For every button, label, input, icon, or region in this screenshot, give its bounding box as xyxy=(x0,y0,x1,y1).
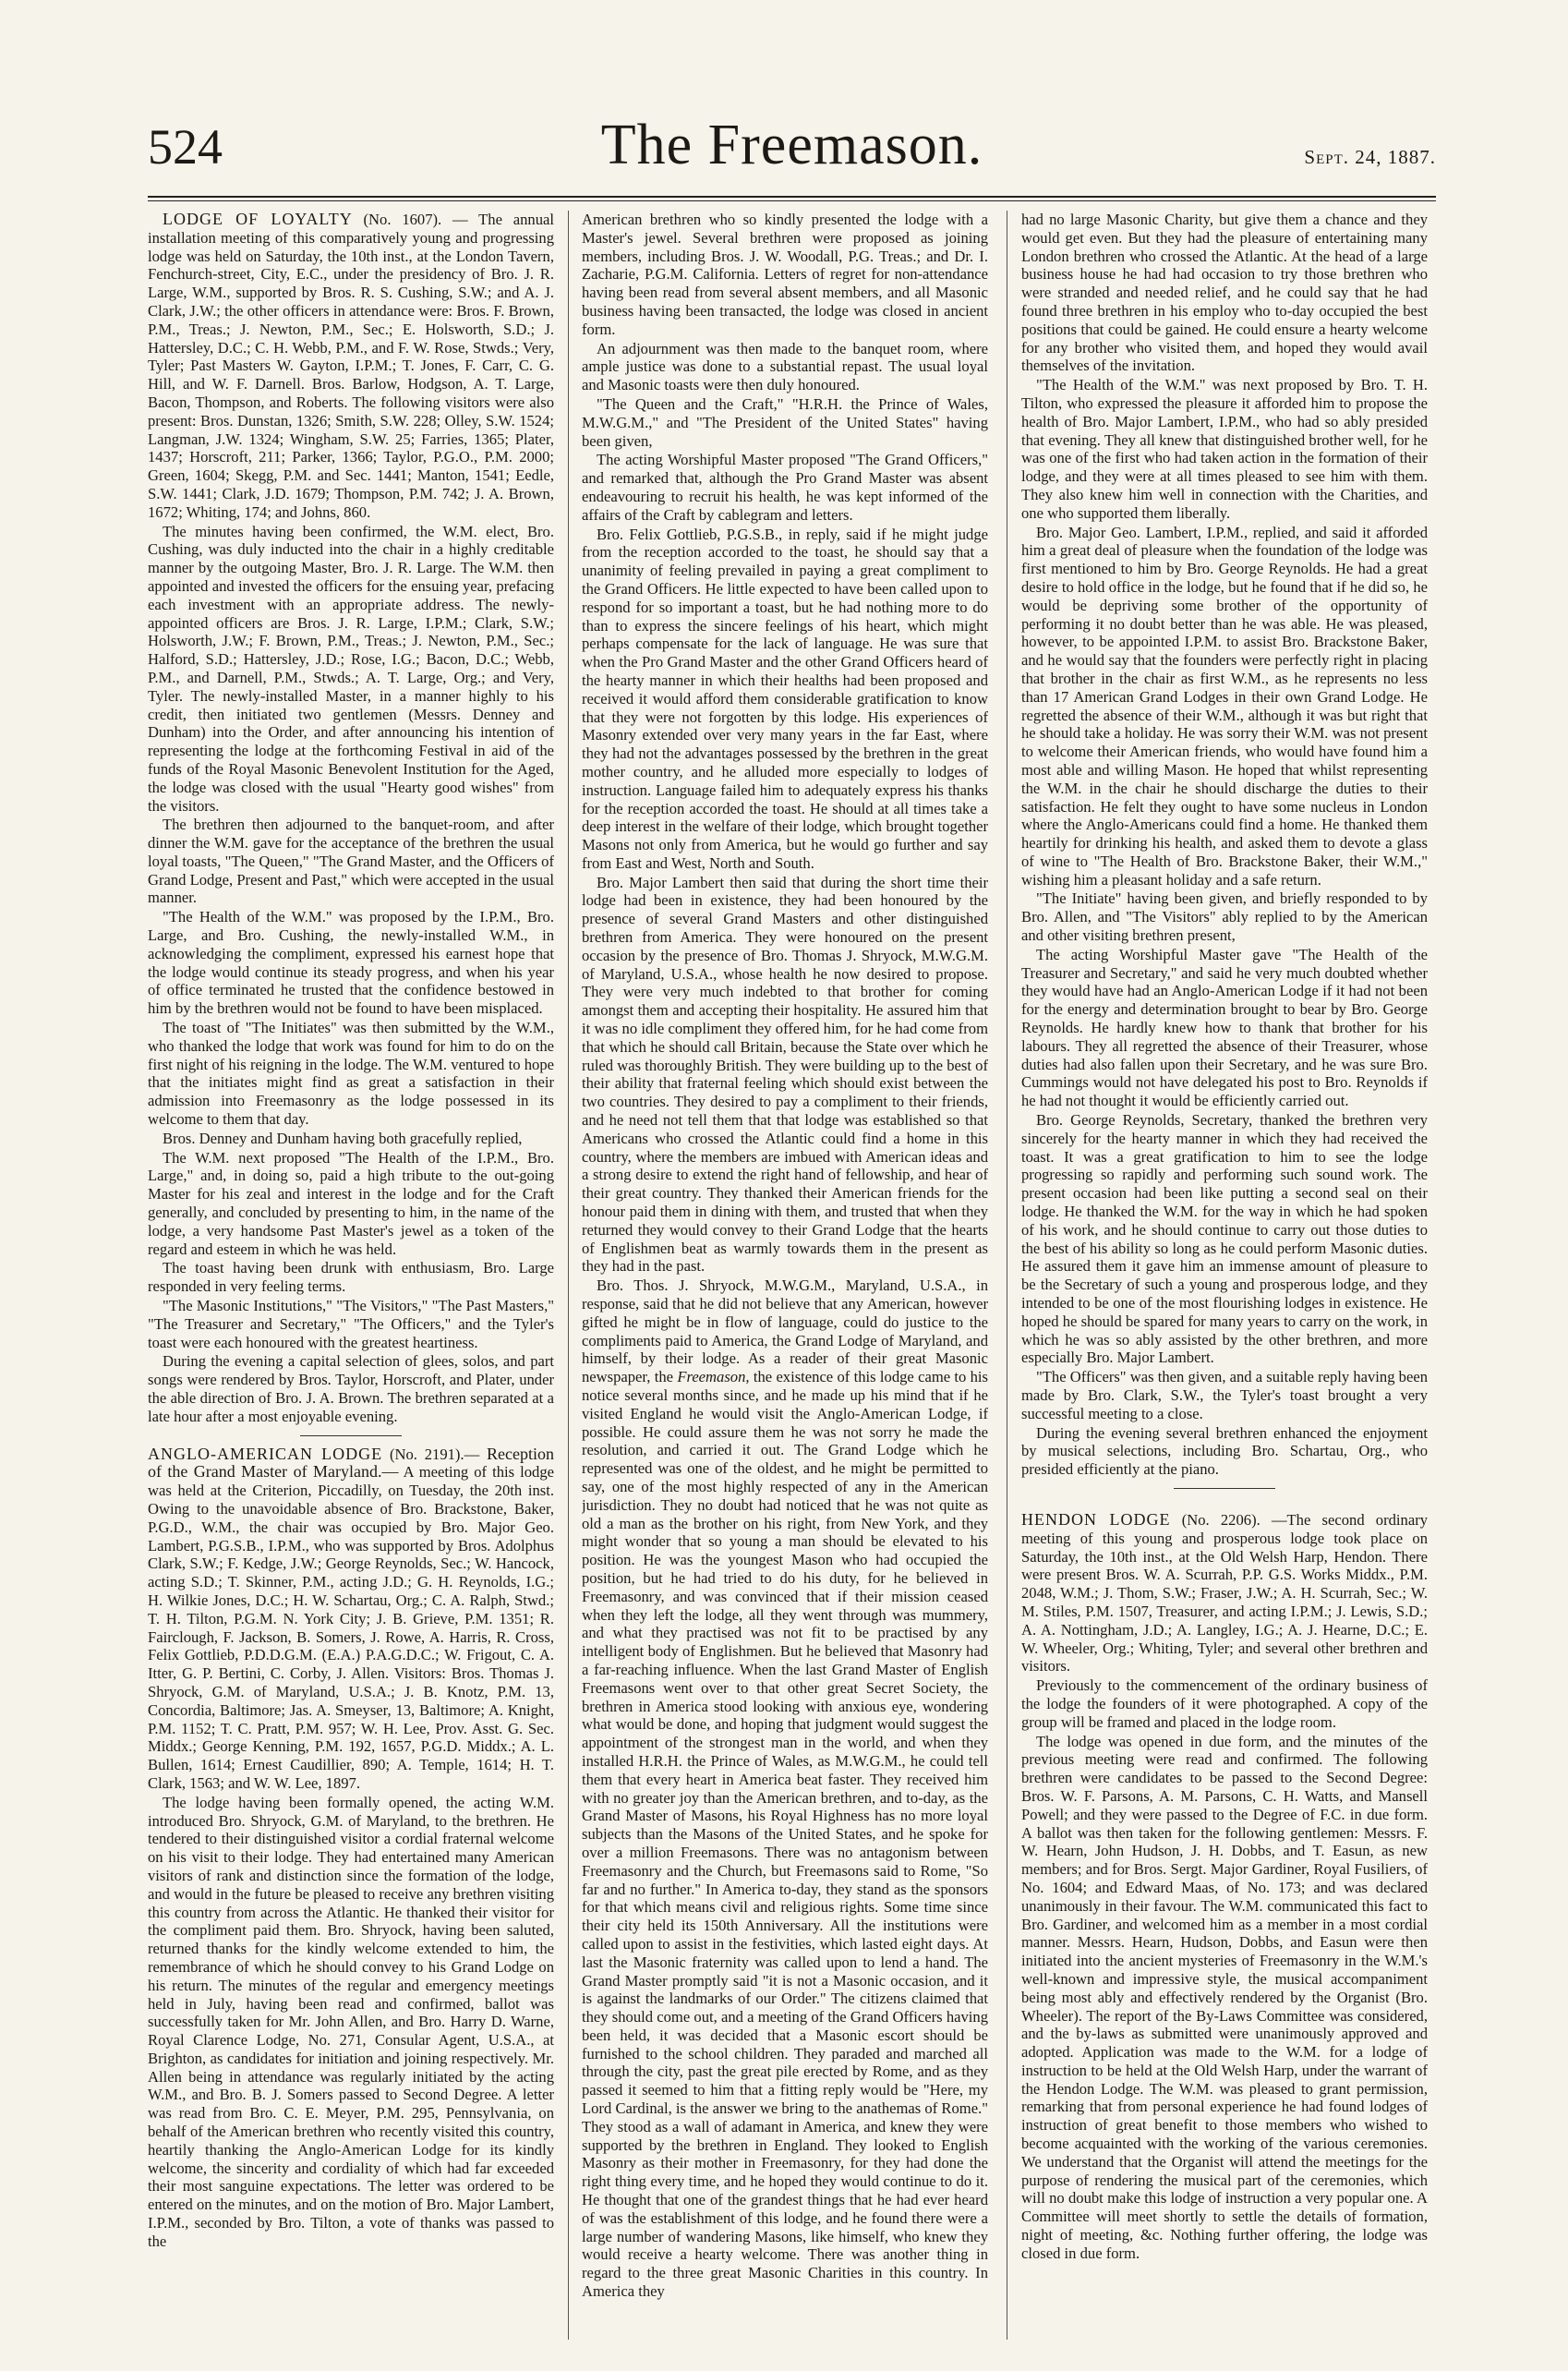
paragraph: A meeting of this lodge was held at the Criterion, Piccadilly, on Tuesday, the 20th inst. Owing to the unavoidable absence of Bro. Brackstone, Baker, P.G.D., W.M., the chair was occupied by Bro. Major Geo. Lambert, P.G.S.B., I.P.M., who was supported by Bros. Adolphus Clark, S.W.; F. Kedge, J.W.; George Reynolds, Sec.; W. Hancock, acting S.D.; T. Skinner, P.M., acting J.D.; G. H. Reynolds, I.G.; H. Wilkie Jones, D.C.; H. W. Schartau, Org.; C. A. Ralph, Stwd.; T. H. Tilton, P.G.M. N. York City; J. B. Grieve, P.M. 1351; R. Fairclough, F. Jackson, B. Somers, J. Rowe, A. Harris, R. Cross, Felix Gottlieb, P.D.D.G.M. (E.A.) P.A.G.D.C.; W. Frigout, C. A. Itter, G. P. Bertini, C. Corby, J. Allen. Visitors: Bros. Thomas J. Shryock, G.M. of Maryland, U.S.A.; J. B. Knotz, P.M. 13, Concordia, Baltimore; Jas. A. Smeyser, 13, Baltimore; A. Knight, P.M. 1152; T. C. Pratt, P.M. 957; W. H. Lee, Prov. Asst. G. Sec. Middx.; George Kenning, P.M. 192, 1657, P.G.D. Middx.; A. L. Bullen, 1614; Ernest Caudillier, 890; A. Temple, 1614; H. T. Clark, 1563; and W. W. Lee, 1897. xyxy=(148,1463,554,1792)
paragraph: Bro. Major Geo. Lambert, I.P.M., replied, and said it afforded him a great deal of pleasure when the foundation of the lodge was first mentioned to him by Bro. George Reynolds. He had a great desire to hold office in the lodge, but he found that if he did so, he would be depriving some brother of the opportunity of performing it no doubt better than he was able. He was pleased, however, to be appointed I.P.M. to assist Bro. Brackstone Baker, and he would say that the founders were perfectly right in placing that brother in the chair as first W.M., as he represents no less than 17 American Grand Lodges in their own Grand Lodge. He regretted the absence of their W.M., although it was but right that he should take a holiday. He was sorry their W.M. was not present to welcome their American friends, who would have found him a most able and willing Mason. He hoped that whilst representing the W.M. in the chair he should discharge the duties to their satisfaction. He felt they ought to have some nucleus in London where the Anglo-Americans could find a home. He thanked them heartily for drinking his health, and asked them to devote a glass of wine to "The Health of Bro. Brackstone Baker, their W.M.," wishing him a pleasant holiday and a safe return. xyxy=(1021,523,1428,889)
issue-date: Sept. 24, 1887. xyxy=(1304,146,1436,168)
paragraph: The minutes having been confirmed, the W.M. elect, Bro. Cushing, was duly inducted into the chair in a highly creditable manner by the outgoing Master, Bro. J. R. Large. The W.M. then appointed and invested the officers for the ensuing year, prefacing each investment with an appropriate address. The newly-appointed officers are Bros. J. R. Large, I.P.M.; Clark, S.W.; Holsworth, J.W.; F. Brown, P.M., Treas.; J. Newton, P.M., Sec.; Halford, S.D.; Hattersley, J.D.; Rose, I.G.; Bacon, D.C.; Webb, P.M., and Darnell, P.M., Stwds.; A. T. Large, Org.; and Very, Tyler. The newly-installed Master, in a manner highly to his credit, then initiated two gentlemen (Messrs. Denney and Dunham) into the Order, and after announcing his intention of representing the lodge at the forthcoming Festival in aid of the funds of the Royal Masonic Benevolent Institution for the Aged, the lodge was closed with the usual "Hearty good wishes" from the visitors. xyxy=(148,522,554,815)
paragraph: The brethren then adjourned to the banquet-room, and after dinner the W.M. gave for the acceptance of the brethren the usual loyal toasts, "The Queen," "The Grand Master, and the Officers of Grand Lodge, Present and Past," which were accepted in the usual manner. xyxy=(148,816,554,907)
paragraph: Bros. Denney and Dunham having both gracefully replied, xyxy=(163,1129,523,1147)
paragraph: Bro. Felix Gottlieb, P.G.S.B., in reply, said if he might judge from the reception accorded to the toast, he should say that a unanimity of feeling prevailed in paying a great compliment to the Grand Officers. He little expected to have been called upon to respond for so important a toast, but he had nothing more to do than to express the sincere feelings of his heart, which might perhaps compensate for the lack of language. He was sure that when the Pro Grand Master and the other Grand Officers heard of the hearty manner in which their healths had been proposed and received it would afford them considerable gratification to know that they were not forgotten by this lodge. His experiences of Masonry extended over very many years in the far East, where they had not the advantages possessed by the brethren in the great mother country, and he alluded more especially to lodges of instruction. Language failed him to adequately express his thanks for the reception accorded the toast. He should at all times take a deep interest in the welfare of their lodge, which brought together Masons not only from America, but he would go further and say from East and West, North and South. xyxy=(582,525,988,872)
paragraph: had no large Masonic Charity, but give them a chance and they would get even. But they had the pleasure of entertaining many London brethren who crossed the Atlantic. At the head of a large business house he had had occasion to try those brethren who were stranded and needed relief, and he could say that he had found three brethren in his employ who to-day occupied the best positions that could be gained. He could ensure a hearty welcome for any brother who visited them, and hoped they would avail themselves of the invitation. xyxy=(1021,211,1428,375)
paragraph: "The Health of the W.M." was next proposed by Bro. T. H. Tilton, who expressed the pleasure it afforded him to propose the health of Bro. Major Lambert, I.P.M., who had so ably presided that evening. They all knew that distinguished brother well, for he was one of the first who had taken action in the formation of their lodge, and they were at all times pleased to see him with them. They also knew him well in connection with the Charities, and one who supported them liberally. xyxy=(1021,376,1428,522)
shryock-reply xyxy=(582,1276,988,2301)
column-1 xyxy=(148,211,554,2340)
paragraph: American brethren who so kindly presented the lodge with a Master's jewel. Several brethren were proposed as joining members, including Bros. J. W. Woodall, P.G. Treas.; and Dr. I. Zacharie, P.G.M. California. Letters of regret for non-attendance having been read from several absent members, and all Masonic business having been transacted, the lodge was closed in ancient form. xyxy=(582,211,988,338)
article-separator xyxy=(1174,1488,1275,1489)
lodge-number: (No. 2206). xyxy=(1181,1510,1260,1529)
masthead-rule xyxy=(148,196,1436,198)
paragraph: During the evening several brethren enhanced the enjoyment by musical selections, including Bro. Schartau, Org., who presided efficiently at the piano. xyxy=(1021,1423,1428,1479)
column-divider xyxy=(568,211,569,2340)
lodge-number: (No. 1607). xyxy=(363,211,442,228)
paragraph: Bro. Major Lambert then said that during the short time their lodge had been in existence, they had been honoured by the presence of several Grand Masters and other distinguished brethren from America. They were honoured on the present occasion by the presence of Bro. Thomas J. Shryock, M.W.G.M. of Maryland, U.S.A., whose health he now desired to propose. They were very much indebted to that brother for coming amongst them and accepting their hospitality. He assured him that it was no idle compliment they offered him, for he had come from that which he should call Britain, because the State over which he ruled was thoroughly British. They were building up to the best of their ability that fraternal feeling which should exist between the two countries. They desired to pay a compliment to their friends, and he need not tell them that that lodge was established so that Americans who crossed the Atlantic could find a home in this country, where the members are imbued with American ideas and a strong desire to extend the right hand of fellowship, and hear of their great country. They thanked their American friends for the honour paid them in dining with them, and trusted that when they returned they would convey to their Grand Lodge that the hearts of Englishmen beat as warmly towards them in the present as they had in the past. xyxy=(582,873,988,1276)
article-heading-loyalty: LODGE OF LOYALTY xyxy=(163,211,353,228)
paragraph: Previously to the commencement of the ordinary business of the lodge the founders of it were photographed. A copy of the group will be framed and placed in the lodge room. xyxy=(1021,1676,1428,1731)
column-3 xyxy=(1021,211,1428,2340)
paragraph: "The Queen and the Craft," "H.R.H. the Prince of Wales, M.W.G.M.," and "The President of the United States" having been given, xyxy=(582,394,988,450)
paragraph: The acting Worshipful Master gave "The Health of the Treasurer and Secretary," and said he very much doubted whether they would have had an Anglo-American Lodge if it had not been for the energy and determination brought to bear by Bro. George Reynolds. He hardly knew how to thank that brother for his labours. They all regretted the absence of their Treasurer, whose duties had also fallen upon their Secretary, and he was sure Bro. Cummings would not have delegated his post to Bro. Reynolds if he had not thought it would be efficiently carried out. xyxy=(1021,945,1428,1110)
article-separator xyxy=(300,1435,402,1436)
column-2 xyxy=(582,211,988,2340)
paragraph: "The Health of the W.M." was proposed by the I.P.M., Bro. Large, and Bro. Cushing, the newly-installed W.M., in acknowledging the compliment, expressed his earnest hope that the lodge would continue its steady progress, and when his year of office terminated he trusted that the confidence bestowed in him by the brethren would not be found to have been misplaced. xyxy=(148,908,554,1018)
paragraph: During the evening a capital selection of glees, solos, and part songs were rendered by Bros. Taylor, Horscroft, and Plater, under the able direction of Bro. J. A. Brown. The brethren separated at a late hour after a most enjoyable evening. xyxy=(148,1352,554,1425)
paragraph: The toast having been drunk with enthusiasm, Bro. Large responded in very feeling terms. xyxy=(148,1259,554,1296)
newspaper-name: Freemason, xyxy=(677,1368,750,1386)
paragraph: Bro. George Reynolds, Secretary, thanked the brethren very sincerely for the hearty manner in which they had received the toast. It was a great gratification to him to see the lodge progressing so rapidly and performing such sound work. The present occasion had been like putting a second seal on their lodge. He thanked the W.M. for the way in which he had spoken of his work, and he should continue to carry out those duties to the best of his ability so long as he could perform Masonic duties. He assured them it gave him an immense amount of pleasure to be the Secretary of such a young and prosperous lodge, and they intended to be one of the most flourishing lodges in existence. He hoped he should be spared for many years to carry on the work, in which he was so ably assisted by the other brethren, and more especially Bro. Major Lambert. xyxy=(1021,1111,1428,1367)
paragraph: "The Officers" was then given, and a suitable reply having been made by Bro. Clark, S.W., the Tyler's toast brought a very successful meeting to a close. xyxy=(1021,1368,1428,1422)
paragraph: An adjournment was then made to the banquet room, where ample justice was done to a substantial repast. The usual loyal and Masonic toasts were then duly honoured. xyxy=(582,339,988,394)
article-subheading: Reception of the Grand Master of Maryland.— xyxy=(148,1444,554,1482)
paragraph: The acting Worshipful Master proposed "The Grand Officers," and remarked that, although the Pro Grand Master was absent endeavouring to recruit his health, he was kept informed of the affairs of the Craft by cablegram and letters. xyxy=(582,451,988,524)
anglo-american-intro xyxy=(148,1446,554,1793)
paragraph: The lodge was opened in due form, and the minutes of the previous meeting were read and confirmed. The following brethren were candidates to be passed to the Second Degree: Bros. W. F. Parsons, A. M. Parsons, C. H. Watts, and Mansell Powell; and they were passed to the Degree of F.C. in due form. A ballot was then taken for the following gentlemen: Messrs. F. W. Hearn, John Hudson, J. H. Dobbs, and T. Easun, as new members; and for Bros. Sergt. Major Gardiner, Royal Fusiliers, of No. 1604; and Edward Maas, of No. 173; and was declared unanimously in their favour. The W.M. communicated this fact to Bro. Gardiner, and welcomed him as a member in a most cordial manner. Messrs. Hearn, Hudson, Dobbs, and Easun were then initiated into the ancient mysteries of Freemasonry in the W.M.'s well-known and impressive style, the musical accompaniment being most ably and effectively rendered by the Organist (Bro. Wheeler). The report of the By-Laws Committee was considered, and the by-laws as submitted were unanimously approved and adopted. Application was made to the W.M. for a lodge of instruction to be held at the Old Welsh Harp, under the warrant of the Hendon Lodge. The W.M. was pleased to grant permission, remarking that from personal experience he had found lodges of instruction of great benefit to those members who wished to become acquainted with the working of the various ceremonies. We understand that the Organist will attend the meetings for the purpose of rendering the musical part of the ceremonies, which will no doubt make this lodge of instruction a very popular one. A Committee will meet shortly to settle the details of formation, night of meeting, &c. Nothing further offering, the lodge was closed in due form. xyxy=(1021,1732,1428,2262)
spacer xyxy=(1021,1498,1428,1511)
lodge-of-loyalty-intro xyxy=(148,211,554,522)
newspaper-title: The Freemason. xyxy=(600,114,983,176)
masthead-rule-thin xyxy=(148,200,1436,201)
paragraph: Bro. Thos. J. Shryock, M.W.G.M., Maryland, U.S.A., in response, said that he did not believe that any American, however gifted he might be in flow of language, could do justice to the compliments paid to America, the Grand Lodge of Maryland, and himself, by their lodge. As a reader of their great Masonic newspaper, the xyxy=(582,1276,988,1386)
paragraph: —The second ordinary meeting of this young and prosperous lodge took place on Saturday, the 10th inst., at the Old Welsh Harp, Hendon. There were present Bros. W. A. Scurrah, P.P. G.S. Works Middx., P.M. 2048, W.M.; J. Thom, S.W.; Fraser, J.W.; A. H. Scurrah, Sec.; W. M. Stiles, P.M. 1507, Treasurer, and acting I.P.M.; J. Lewis, S.D.; A. A. Nottingham, J.D.; A. Langley, I.G.; A. J. Hearne, D.C.; E. W. Wheeler, Org.; Whiting, Tyler; and several other brethren and visitors. xyxy=(1021,1510,1428,1675)
paragraph: The toast of "The Initiates" was then submitted by the W.M., who thanked the lodge that work was found for him to do on the first night of his reigning in the lodge. The W.M. ventured to hope that the initiates might find as great a satisfaction in their admission into Freemasonry as the lodge possessed in its welcome to them that day. xyxy=(148,1019,554,1129)
masthead xyxy=(148,109,1436,194)
paragraph: — The annual installation meeting of this comparatively young and progressing lodge was held on Saturday, the 10th inst., at the London Tavern, Fenchurch-street, City, E.C., under the presidency of Bro. J. R. Large, W.M., supported by Bros. R. S. Cushing, S.W.; and A. J. Clark, J.W.; the other officers in attendance were: Bros. F. Brown, P.M., Treas.; J. Newton, P.M., Sec.; E. Holsworth, S.D.; J. Hattersley, D.C.; C. H. Webb, P.M., and F. W. Rose, Stwds.; Very, Tyler; Past Masters W. Gayton, I.P.M.; T. Jones, F. Carr, C. G. Hill, and W. F. Darnell. Bros. Barlow, Hodgson, A. T. Large, Bacon, Thompson, and Roberts. The following visitors were also present: Bros. Dunstan, 1326; Smith, S.W. 228; Olley, S.W. 1524; Langman, J.W. 1324; Wingham, S.W. 25; Farries, 1365; Plater, 1437; Horscroft, 211; Parker, 1366; Taylor, P.G.O., P.M. 2000; Green, 1604; Skegg, P.M. and Sec. 1441; Manton, 1541; Eedle, S.W. 1441; Clark, J.D. 1679; Thompson, P.M. 742; J. A. Brown, 1672; Whiting, 174; and Johns, 860. xyxy=(148,211,554,521)
paragraph: "The Initiate" having been given, and briefly responded to by Bro. Allen, and "The Visitors" ably replied to by the American and other visiting brethren present, xyxy=(1021,889,1428,945)
paragraph: The W.M. next proposed "The Health of the I.P.M., Bro. Large," and, in doing so, paid a high tribute to the out-going Master for his zeal and interest in the lodge and for the Craft generally, and concluded by presenting to him, in the name of the lodge, a very handsome Past Master's jewel as a token of the regard and esteem in which he was held. xyxy=(148,1148,554,1258)
page-number: 524 xyxy=(148,119,223,175)
paragraph: "The Masonic Institutions," "The Visitors," "The Past Masters," "The Treasurer and Secretary," "The Officers," and the Tyler's toast were each honoured with the greatest heartiness. xyxy=(148,1297,554,1351)
paragraph: the existence of this lodge came to his notice several months since, and he made up his mind that if he visited England he would visit the Anglo-American Lodge, if possible. He could assure them he was not sorry he made the resolution, and carried it out. The Grand Lodge which he represented was one of the oldest, and he might be permitted to say, one of the most highly respected of any in the American jurisdiction. They no doubt had noticed that he was not quite as old a man as the brother on his right, from New York, and they might wonder that so young a man should be elevated to his position. He was the youngest Mason who had occupied the position, but he had tried to do his duty, for he believed in Freemasonry, and was convinced that if their mission ceased when they left the lodge, all they went through was mummery, and what they practised was not fit to be practised by any intelligent body of Englishmen. But he believed that Masonry had a far-reaching influence. When the last Grand Master of English Freemasons went over to that other great Secret Society, the brethren in America stood looking with anxious eye, wondering what would be done, and hoping that judgment would suggest the appointment of the strongest man in the world, and when they installed H.R.H. the Prince of Wales, as M.W.G.M., he could tell them that every heart in America beat faster. They received him with no greater joy than the American brethren, and to-day, as the Grand Master of Masons, his Royal Highness has no more loyal subjects than the Masons of the United States, and he spoke for over a million Freemasons. There was no antagonism between Freemasonry and the Church, but Freemasons said to Rome, "So far and no further." In America to-day, they stand as the sponsors for that which means civil and religious rights. Some time since their city held its 150th Anniversary. All the institutions were called upon to assist in the festivities, which lasted eight days. At last the Masonic fraternity was called upon to lend a hand. The Grand Master promptly said "it is not a Masonic occasion, and it is against the landmarks of our Order." The citizens claimed that they should come out, and a meeting of the Grand Officers having been held, it was decided that a Masonic escort should be furnished to the school children. They paraded and marched all through the city, past the great pile erected by Rome, and as they passed it seemed to him that a fitting reply would be "Here, my Lord Cardinal, is the answer we bring to the anathemas of Rome." They stood as a wall of adamant in America, and knew they were supported by the brethren in England. They looked to English Masonry as their mother in Freemasonry, for they had done the right thing every time, and he hoped they would continue to do it. He thought that one of the grandest things that he had ever heard of was the establishment of this lodge, and he found there were a large number of wandering Masons, like himself, who knew they would receive a hearty welcome. There was another thing in regard to the three great Masonic Charities in this country. In America they xyxy=(582,1368,988,2301)
paragraph: The lodge having been formally opened, the acting W.M. introduced Bro. Shryock, G.M. of Maryland, to the brethren. He tendered to their distinguished visitor a cordial fraternal welcome on his visit to their lodge. They had entertained many American visitors of rank and distinction since the formation of the lodge, and would in the future be pleased to receive any brethren visiting this country from across the Atlantic. He thanked their visitor for the compliment paid them. Bro. Shryock, having been saluted, returned thanks for the kindly welcome extended to him, the remembrance of which he should convey to his Grand Lodge on his return. The minutes of the regular and emergency meetings held in July, having been read and confirmed, ballot was successfully taken for Mr. John Allen, and Bro. Harry D. Warne, Royal Clarence Lodge, No. 271, Consular Agent, U.S.A., at Brighton, as candidates for initiation and joining respectively. Mr. Allen being in attendance was regularly initiated by the acting W.M., and Bro. B. J. Somers passed to Second Degree. A letter was read from Bro. C. E. Meyer, P.M. 295, Pennsylvania, on behalf of the American brethren who recently visited this country, heartily thanking the Anglo-American Lodge for its kindly welcome, the sincerity and cordiality of which had far exceeded their most sanguine expectations. The letter was ordered to be entered on the minutes, and on the motion of Bro. Major Lambert, I.P.M., seconded by Bro. Tilton, a vote of thanks was passed to the xyxy=(148,1793,554,2250)
hendon-lodge-intro xyxy=(1021,1511,1428,1675)
article-heading-anglo-american: ANGLO-AMERICAN LODGE xyxy=(148,1444,383,1463)
lodge-number: (No. 2191).— xyxy=(389,1445,480,1463)
article-heading-hendon: HENDON LODGE xyxy=(1021,1509,1171,1529)
